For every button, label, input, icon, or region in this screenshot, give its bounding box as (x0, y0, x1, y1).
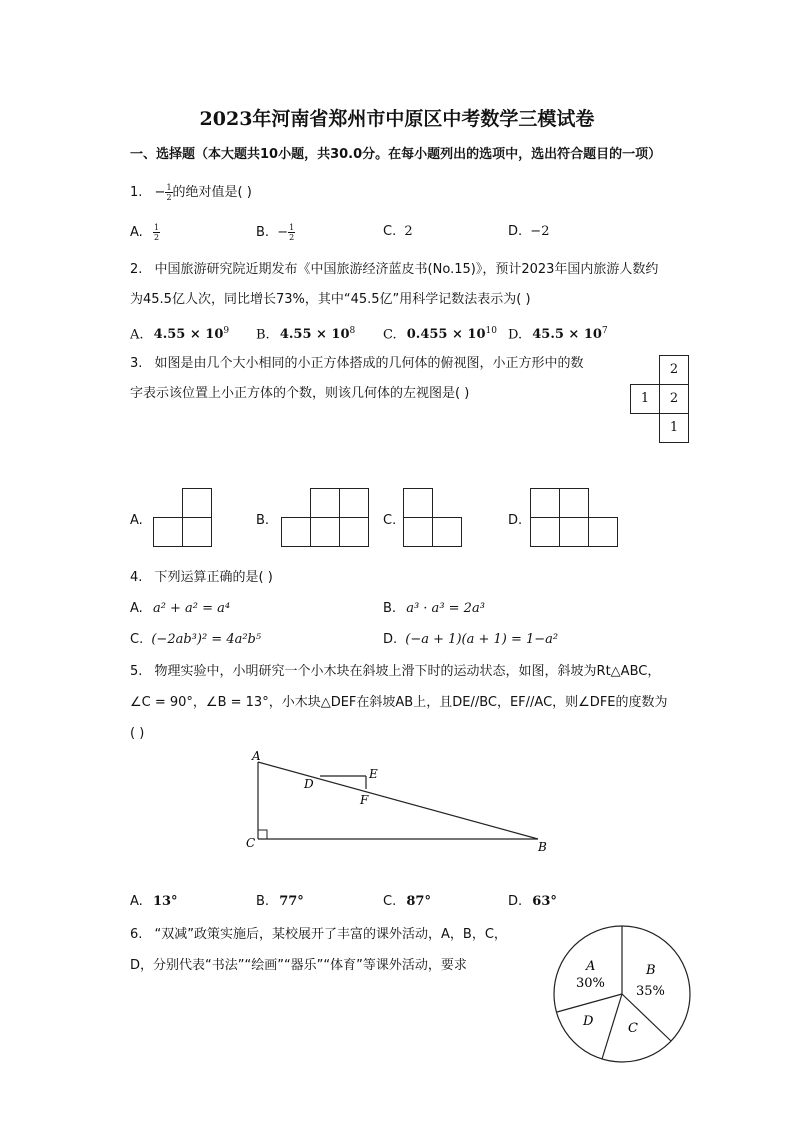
option-value: $\frac{1}{2}$ (153, 223, 160, 242)
exponent: 10 (485, 326, 497, 336)
question-stem-line2: ∠C = 90°，∠B = 13°，小木块△DEF在斜坡AB上，且DE//BC，EF//AC，则∠DFE的度数为 (130, 695, 668, 710)
option-label: C. (383, 894, 397, 909)
option-label: D. (508, 224, 523, 239)
slice-b-label: B (646, 963, 656, 978)
option-value: a² + a² = a⁴ (152, 601, 231, 616)
option-a[interactable] (130, 893, 178, 911)
square (310, 517, 340, 547)
square (530, 488, 560, 518)
option-label: A. (130, 894, 143, 909)
option-c[interactable] (383, 322, 497, 344)
question-stem-line1: 中国旅游研究院近期发布《中国旅游经济蓝皮书(No.15)》，预计2023年国内旅游人数约 (154, 262, 659, 277)
question-number: 6. (130, 927, 143, 942)
option-value: 45.5 × 10 (532, 327, 602, 343)
square (281, 517, 311, 547)
option-value: 77° (279, 894, 304, 909)
question-stem-line1: “双减”政策实施后，某校展开了丰富的课外活动，A，B，C， (154, 927, 507, 942)
option-value: (−a + 1)(a + 1) = 1−a² (405, 632, 559, 647)
option-b[interactable] (256, 322, 355, 344)
option-d[interactable] (508, 893, 557, 911)
option-d[interactable] (508, 322, 608, 344)
label-b: B (538, 840, 547, 854)
grid-cell: 2 (659, 355, 689, 385)
denominator: 2 (166, 193, 172, 202)
option-a[interactable] (130, 223, 160, 242)
label-d: D (304, 777, 314, 791)
option-value: −2 (530, 224, 550, 239)
option-value: 13° (152, 894, 178, 909)
question-stem-line2: 字表示该位置上小正方体的个数，则该几何体的左视图是( ) (130, 386, 470, 401)
square (182, 517, 212, 547)
option-c[interactable] (130, 631, 261, 649)
option-label: D. (508, 894, 523, 909)
option-label: A. (130, 327, 144, 343)
option-label: B. (383, 601, 397, 616)
slice-a-percent: 30% (576, 976, 605, 991)
pie-divider (602, 994, 622, 1059)
question-1 (130, 183, 252, 202)
option-label: B. (256, 327, 270, 343)
question-2 (130, 261, 658, 279)
square (403, 517, 433, 547)
label-a: A (252, 749, 261, 763)
numerator: 1 (166, 183, 172, 192)
question-number: 1. (130, 185, 143, 200)
right-angle-mark (258, 830, 267, 839)
square (153, 517, 183, 547)
option-value: 4.55 × 10 (279, 327, 350, 343)
question-number: 3. (130, 356, 143, 371)
option-value: $\frac{1}{2}$ (289, 223, 295, 242)
slope-figure (240, 748, 560, 858)
slice-d-label: D (583, 1014, 594, 1029)
option-value: (−2ab³)² = 4a²b⁵ (151, 632, 262, 647)
question-3 (130, 355, 584, 373)
exponent: 8 (349, 326, 356, 336)
option-d[interactable] (383, 631, 558, 649)
square (588, 517, 618, 547)
option-value: 2 (404, 224, 413, 239)
option-c[interactable]: C. (383, 513, 397, 528)
label-c: C (246, 836, 256, 850)
question-stem-line1: 物理实验中，小明研究一个小木块在斜坡上滑下时的运动状态，如图，斜坡为Rt△ABC， (154, 664, 661, 679)
option-value: a³ · a³ = 2a³ (406, 601, 485, 616)
question-stem-line2: 为45.5亿人次，同比增长73%，其中“45.5亿”用科学记数法表示为( ) (130, 292, 531, 307)
question-6 (130, 926, 507, 944)
question-stem: 的绝对值是( ) (172, 185, 252, 200)
option-label: A. (130, 601, 143, 616)
option-label: B. (256, 225, 270, 240)
option-label: C. (383, 327, 397, 343)
pie-divider (557, 994, 622, 1012)
label-f: F (360, 793, 369, 807)
option-a[interactable] (130, 600, 230, 618)
exponent: 9 (223, 326, 230, 336)
square (559, 517, 589, 547)
question-stem-line1: 如图是由几个大小相同的小正方体搭成的几何体的俯视图，小正方形中的数 (154, 356, 584, 371)
option-b[interactable]: B. (256, 513, 270, 528)
page-title: 2023年河南省郑州市中原区中考数学三模试卷 (199, 108, 595, 130)
option-c[interactable] (383, 223, 413, 241)
option-label: C. (130, 632, 144, 647)
square (559, 488, 589, 518)
question-stem-line2: D，分别代表“书法”“绘画”“器乐”“体育”等课外活动，要求 (130, 958, 467, 973)
slice-b-percent: 35% (636, 984, 665, 999)
option-value: 0.455 × 10 (406, 327, 486, 343)
label-e: E (369, 767, 378, 781)
option-value: 4.55 × 10 (153, 327, 224, 343)
option-value: 63° (532, 894, 557, 909)
option-d[interactable]: D. (508, 513, 523, 528)
square (530, 517, 560, 547)
option-label: D. (508, 327, 523, 343)
side-ab (258, 762, 538, 839)
question-stem: 下列运算正确的是( ) (154, 570, 273, 585)
question-number: 4. (130, 570, 143, 585)
option-b[interactable] (383, 600, 485, 618)
square (403, 488, 433, 518)
option-d[interactable] (508, 223, 549, 241)
square (339, 517, 369, 547)
slice-a-label: A (586, 959, 596, 974)
grid-cell: 1 (659, 413, 689, 443)
grid-cell: 1 (630, 384, 660, 414)
option-a[interactable] (130, 322, 229, 344)
option-label: A. (130, 225, 143, 240)
option-label: D. (383, 632, 398, 647)
option-b[interactable]: B. − $\frac{1}{2}$ (256, 223, 295, 242)
option-label: C. (383, 224, 397, 239)
option-a[interactable]: A. (130, 513, 143, 528)
option-value: 87° (406, 894, 431, 909)
question-stem-line3: ( ) (130, 726, 145, 741)
exponent: 7 (601, 326, 608, 336)
grid-cell: 2 (659, 384, 689, 414)
pie-figure (550, 924, 696, 1066)
question-number: 5. (130, 664, 143, 679)
square (310, 488, 340, 518)
option-c[interactable] (383, 893, 431, 911)
square (432, 517, 462, 547)
square (339, 488, 369, 518)
section-heading: 一、选择题（本大题共10小题，共30.0分。在每小题列出的选项中，选出符合题目的一项） (130, 147, 662, 162)
option-label: B. (256, 894, 270, 909)
question-number: 2. (130, 262, 143, 277)
slice-c-label: C (628, 1021, 638, 1036)
question-5 (130, 663, 660, 681)
option-b[interactable] (256, 893, 304, 911)
minus-sign: − (154, 185, 166, 200)
fraction (165, 183, 172, 202)
question-4 (130, 569, 273, 587)
square (182, 488, 212, 518)
